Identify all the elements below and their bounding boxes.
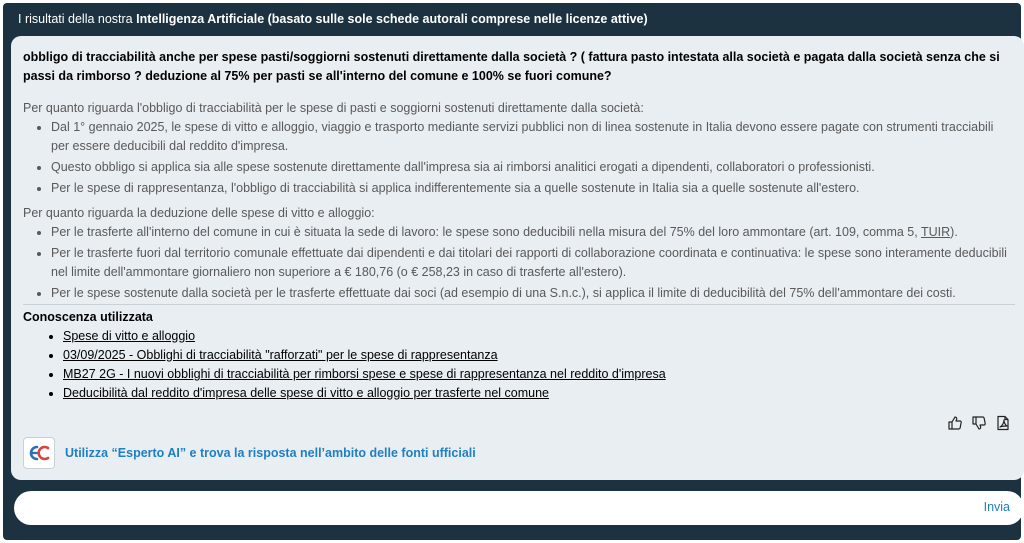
esperto-ai-banner[interactable] [23,436,476,470]
results-header [18,12,1011,26]
header-title: Intelligenza Artificiale (basato sulle sole schede autorali comprese nelle licenze attive) [136,12,648,26]
chat-input-bar [14,491,1024,525]
pdf-export-icon[interactable] [994,414,1012,432]
user-question: obbligo di tracciabilità anche per spese pasti/soggiorni sostenuti direttamente dalla società ? ( fattura pasto intestata alla società e pagata dalla società senza che si passi da rimborso ? deduzione al 75% per pasti se all'interno del comune e 100% se fuori comune? [23,50,1000,83]
feedback-actions [946,414,1012,432]
knowledge-item [63,365,1008,384]
list-item: • Per le spese sostenute dalla società per le trasferte effettuate dai soci (ad esempio di una S.n.c.), si applica il limite di deducibilità del 75% dell'ammontare dei costi. [51,284,1013,303]
list-item [51,223,1013,242]
chat-input[interactable] [28,497,932,521]
knowledge-item [63,327,1008,346]
esperto-link[interactable]: Utilizza “Esperto AI” e trova la risposta nell’ambito delle fonti ufficiali [65,446,476,460]
section1-list [23,118,1013,198]
esperto-logo [23,437,55,469]
section2-intro: Per quanto riguarda la deduzione delle spese di vitto e alloggio: [23,206,375,220]
knowledge-link[interactable]: Deducibilità dal reddito d'impresa delle spese di vitto e alloggio per trasferte nel comune [63,386,549,400]
knowledge-item [63,346,1008,365]
thumbs-down-icon[interactable] [970,414,988,432]
list-item: • Questo obbligo si applica sia alle spese sostenute direttamente dall'impresa sia ai rimborsi analitici erogati a dipendenti, collaboratori o professionisti. [51,158,1013,177]
header-prefix: I risultati della nostra [18,12,133,26]
answer-card [11,36,1024,480]
list-item-suffix: ). [950,225,958,239]
ai-answer [23,99,1013,309]
list-item-text: Per le trasferte all'interno del comune in cui è situata la sede di lavoro: le spese sono deducibili nella misura del 75% del loro ammontare (art. 109, comma 5, [51,225,918,239]
list-item: • Per le trasferte fuori dal territorio comunale effettuate dai dipendenti e dai titolari dei rapporti di collaborazione coordinata e continuativa: le spese sono interamente deducibili nel limite dell'ammontare giornaliero non superiore a € 180,76 (o € 258,23 in caso di trasferte all'estero). [51,244,1013,282]
send-button[interactable]: Invia [983,500,1010,514]
knowledge-link[interactable]: 03/09/2025 - Obblighi di tracciabilità "rafforzati" per le spese di rappresentanza [63,348,498,362]
list-item: • Dal 1° gennaio 2025, le spese di vitto e alloggio, viaggio e trasporto mediante servizi pubblici non di linea sostenute in Italia devono essere pagate con strumenti tracciabili per essere deducibili dal reddito d'impresa. [51,118,1013,156]
knowledge-link[interactable]: Spese di vitto e alloggio [63,329,196,343]
section1-intro: Per quanto riguarda l'obbligo di tracciabilità per le spese di pasti e soggiorni sostenuti direttamente dalla società: [23,101,644,115]
list-item: • Per le spese di rappresentanza, l'obbligo di tracciabilità si applica indifferentemente sia a quelle sostenute in Italia sia a quelle sostenute all'estero. [51,179,1013,198]
knowledge-link[interactable]: MB27 2G - I nuovi obblighi di tracciabilità per rimborsi spese e spese di rappresentanza nel reddito d'impresa [63,367,666,381]
app-frame [3,3,1021,540]
knowledge-title: Conoscenza utilizzata [23,310,153,324]
knowledge-list [23,327,1008,403]
thumbs-up-icon[interactable] [946,414,964,432]
tuir-link[interactable]: TUIR [920,225,951,239]
divider [23,304,1015,305]
knowledge-item [63,384,1008,403]
section2-list [23,223,1013,303]
knowledge-section [23,308,1008,403]
